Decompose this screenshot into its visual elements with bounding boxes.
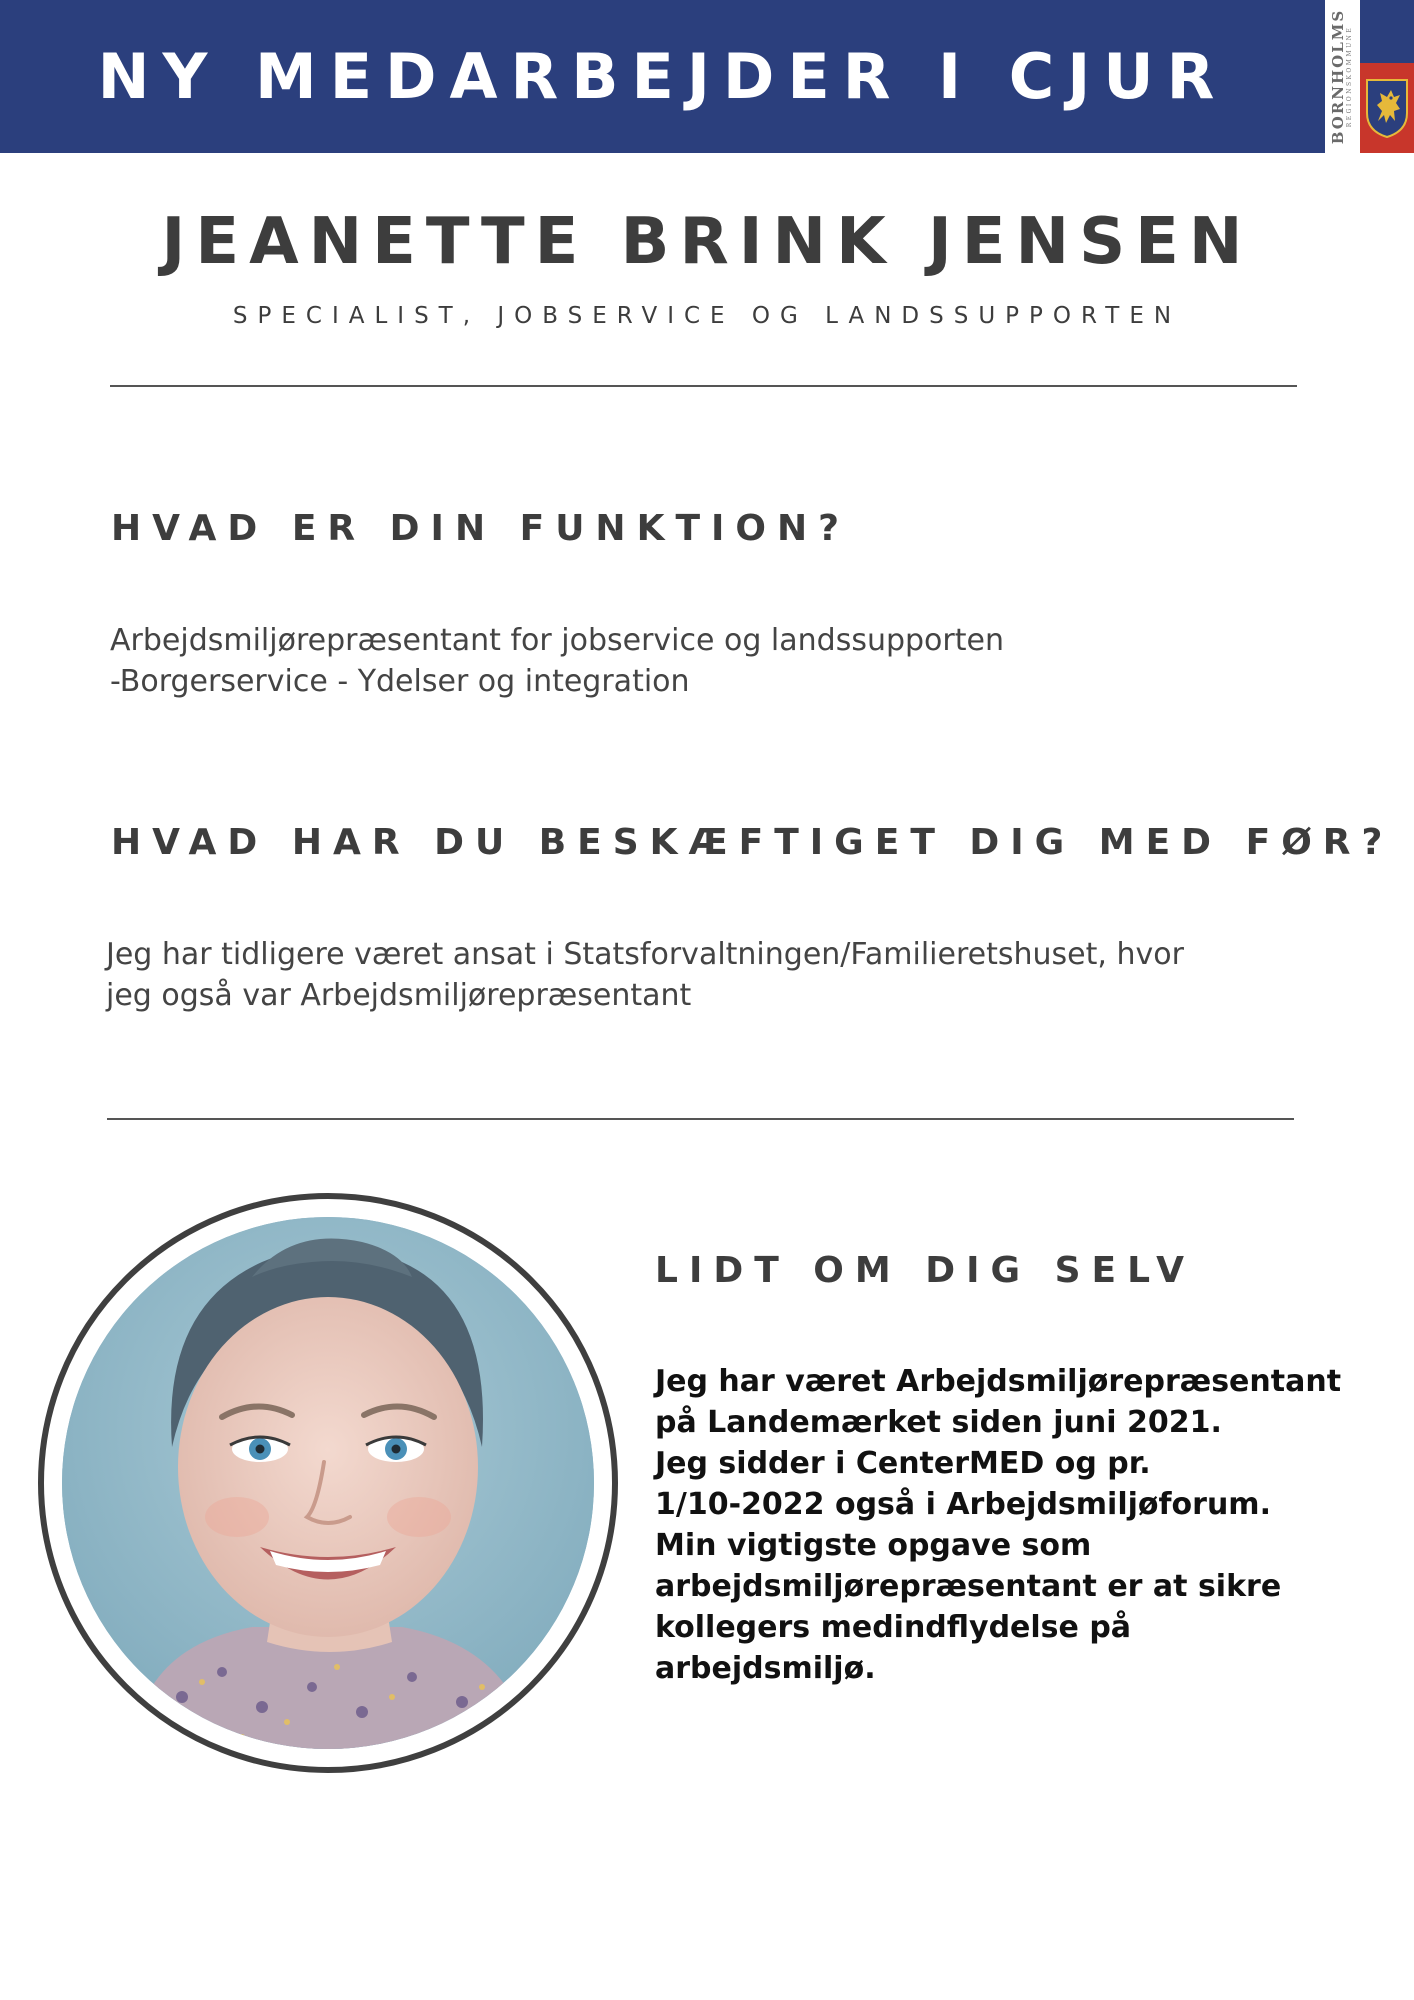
about-line: Jeg sidder i CenterMED og pr. (655, 1446, 1151, 1481)
function-answer-line: Arbejdsmiljørepræsentant for jobservice og landssupporten (110, 623, 1004, 658)
employee-role: SPECIALIST, JOBSERVICE OG LANDSSUPPORTEN (232, 303, 1182, 329)
function-answer (110, 620, 1004, 702)
logo-main-text: BORNHOLMS (1329, 8, 1347, 145)
logo-flag-red (1360, 63, 1414, 153)
logo-sub-text: REGIONSKOMMUNE (1346, 25, 1353, 128)
about-line: arbejdsmiljø. (655, 1651, 876, 1686)
about-heading: LIDT OM DIG SELV (655, 1250, 1195, 1291)
about-line: 1/10-2022 også i Arbejdsmiljøforum. (655, 1487, 1271, 1522)
previous-answer (106, 934, 1184, 1016)
about-line: Min vigtigste opgave som (655, 1528, 1092, 1563)
about-body (655, 1361, 1341, 1689)
profile-photo (62, 1217, 594, 1749)
header-bar (0, 0, 1325, 153)
employee-name: JEANETTE BRINK JENSEN (161, 205, 1253, 279)
divider-top (110, 385, 1297, 387)
previous-answer-line: jeg også var Arbejdsmiljørepræsentant (106, 978, 692, 1013)
about-line: Jeg har været Arbejdsmiljørepræsentant (655, 1364, 1342, 1399)
about-line: arbejdsmiljørepræsentant er at sikre (655, 1569, 1282, 1604)
portrait-illustration (62, 1217, 594, 1749)
divider-middle (107, 1118, 1294, 1120)
header-title: NY MEDARBEJDER I CJUR (97, 40, 1228, 113)
previous-answer-line: Jeg har tidligere været ansat i Statsforvaltningen/Familieretshuset, hvor (106, 937, 1184, 972)
about-line: kollegers medindflydelse på (655, 1610, 1132, 1645)
municipality-logo (1325, 0, 1414, 153)
function-heading: HVAD ER DIN FUNKTION? (111, 508, 851, 549)
griffin-crest-icon (1364, 77, 1410, 139)
function-answer-line: -Borgerservice - Ydelser og integration (110, 664, 690, 699)
previous-heading: HVAD HAR DU BESKÆFTIGET DIG MED FØR? (111, 822, 1394, 863)
logo-flag-blue (1360, 0, 1414, 63)
about-line: på Landemærket siden juni 2021. (655, 1405, 1222, 1440)
profile-photo-frame (38, 1193, 618, 1773)
logo-wordmark (1325, 0, 1357, 153)
